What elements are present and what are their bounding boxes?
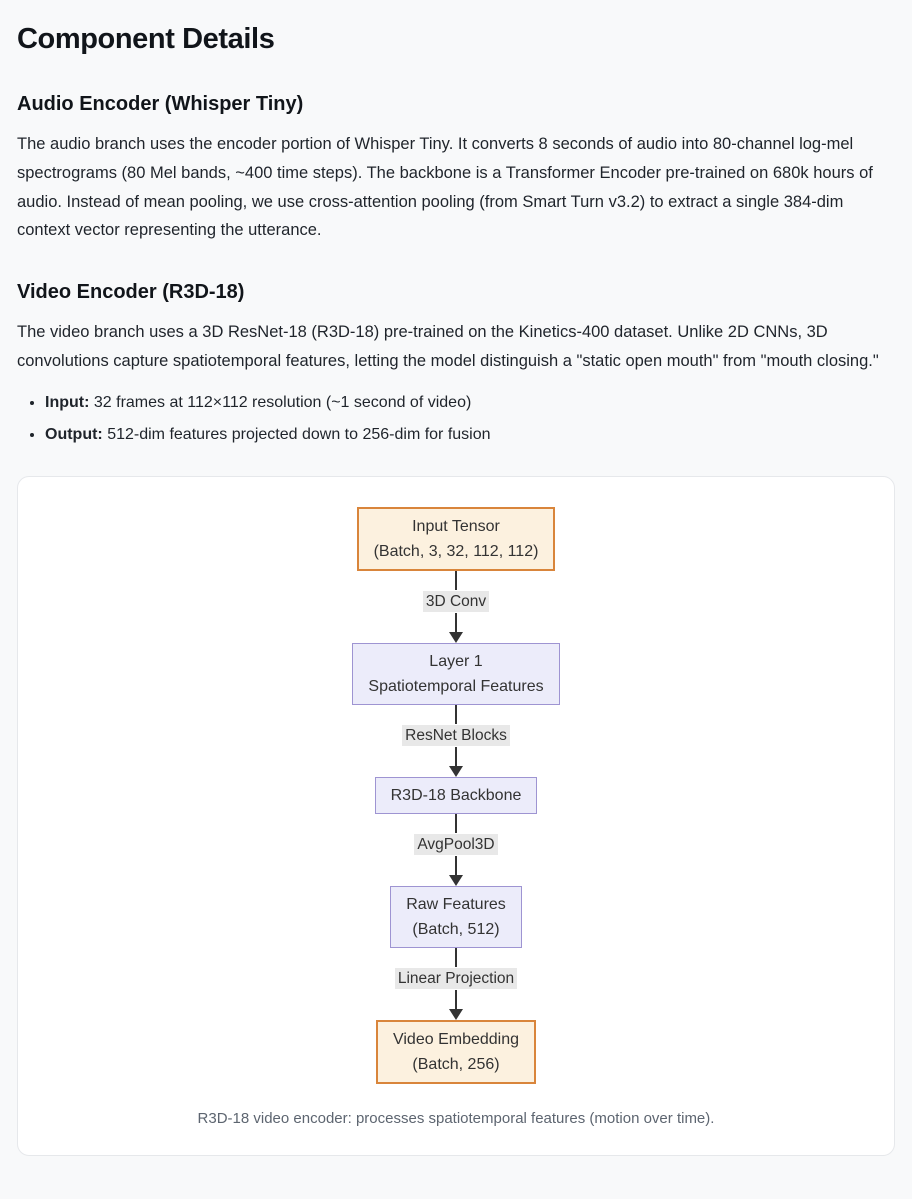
node-label: Input Tensor: [412, 517, 500, 535]
edge-label: AvgPool3D: [414, 834, 497, 855]
node-sublabel: Spatiotemporal Features: [368, 677, 544, 695]
list-item-output-text: 512-dim features projected down to 256-dim for fusion: [107, 425, 491, 443]
edge-3d-conv: [423, 571, 489, 643]
section-body-video-encoder: The video branch uses a 3D ResNet-18 (R3D-18) pre-trained on the Kinetics-400 dataset. Unlike 2D CNNs, 3D convolutions capture spatiotemporal features, letting the model distinguish a "static open mouth" from "mouth closing.": [17, 323, 879, 370]
section-heading-audio-encoder: Audio Encoder (Whisper Tiny): [17, 93, 304, 115]
edge-line: [455, 990, 457, 1009]
edge-linear-projection: [395, 948, 517, 1020]
diagram-card: [17, 476, 895, 1156]
node-sublabel: (Batch, 3, 32, 112, 112): [373, 542, 539, 560]
edge-line: [455, 814, 457, 833]
node-r3d18-backbone: [375, 777, 538, 814]
video-spec-list: [17, 392, 895, 445]
node-raw-features: [390, 886, 522, 948]
edge-label: 3D Conv: [423, 591, 489, 612]
edge-line: [455, 571, 457, 590]
diagram-caption: R3D-18 video encoder: processes spatiotemporal features (motion over time).: [197, 1109, 715, 1127]
edge-line: [455, 705, 457, 724]
list-item-input-text: 32 frames at 112×112 resolution (~1 second of video): [93, 393, 472, 411]
edge-resnet-blocks: [402, 705, 510, 777]
arrowhead-icon: [449, 875, 463, 886]
edge-line: [455, 948, 457, 967]
edge-line: [455, 613, 457, 632]
edge-avgpool3d: [414, 814, 497, 886]
node-sublabel: (Batch, 256): [412, 1055, 500, 1073]
list-item-input: [45, 392, 895, 413]
arrowhead-icon: [449, 1009, 463, 1020]
node-input-tensor: [357, 507, 556, 571]
node-sublabel: (Batch, 512): [412, 920, 500, 938]
node-label: Layer 1: [429, 652, 483, 670]
list-item-input-label: Input:: [45, 393, 90, 411]
edge-line: [455, 747, 457, 766]
node-label: Raw Features: [406, 895, 506, 913]
edge-label: Linear Projection: [395, 968, 517, 989]
list-item-output-label: Output:: [45, 425, 103, 443]
edge-line: [455, 856, 457, 875]
edge-label: ResNet Blocks: [402, 725, 510, 746]
section-body-audio-encoder: The audio branch uses the encoder portion of Whisper Tiny. It converts 8 seconds of audio into 80-channel log-mel spectrograms (80 Mel bands, ~400 time steps). The backbone is a Transformer Encoder pre-trained on 680k hours of audio. Instead of mean pooling, we use cross-attention pooling (from Smart Turn v3.2) to extract a single 384-dim context vector representing the utterance.: [17, 135, 873, 240]
node-layer-1: [352, 643, 559, 705]
node-video-embedding: [376, 1020, 536, 1084]
flowchart: [38, 507, 874, 1084]
node-label: R3D-18 Backbone: [390, 786, 522, 804]
section-heading-video-encoder: Video Encoder (R3D-18): [17, 281, 245, 304]
arrowhead-icon: [449, 766, 463, 777]
list-item-output: [45, 424, 895, 445]
node-label: Video Embedding: [392, 1030, 520, 1048]
page-title: Component Details: [17, 23, 275, 55]
arrowhead-icon: [449, 632, 463, 643]
